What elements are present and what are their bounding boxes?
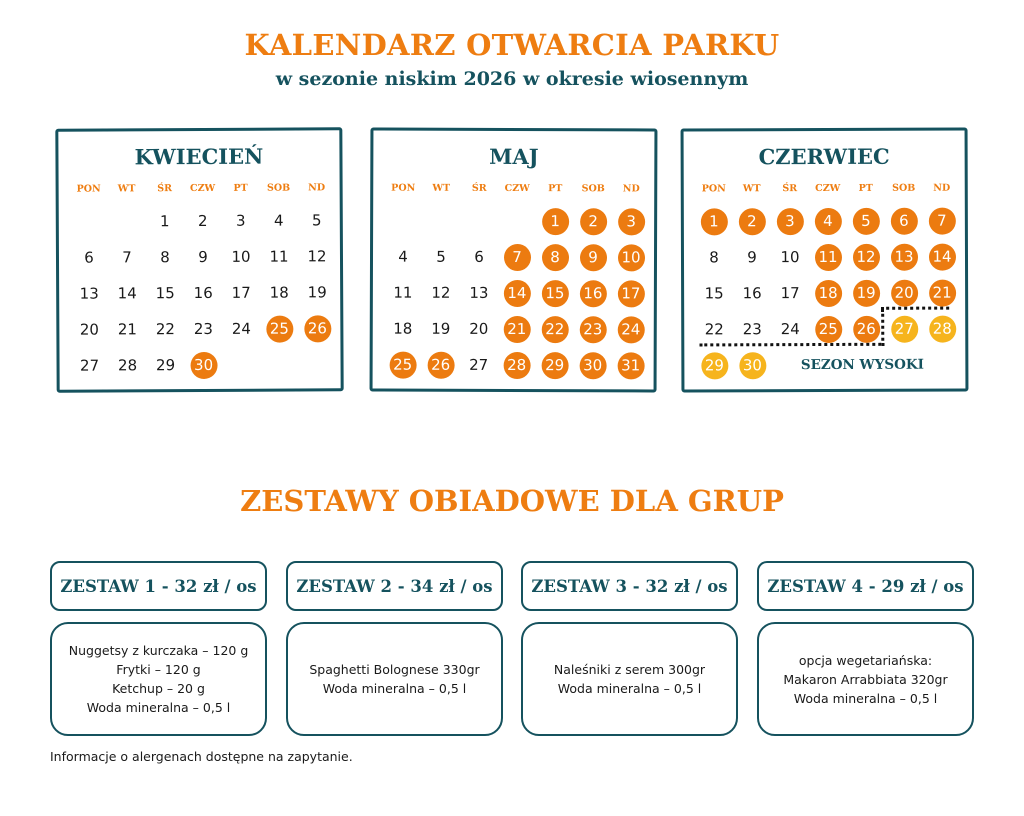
day-number: 15 [155, 284, 175, 303]
day-number: 19 [853, 279, 880, 306]
calendar-day [885, 311, 923, 347]
calendar-day [733, 275, 771, 311]
calendar-day [298, 202, 336, 238]
day-number: 17 [231, 283, 251, 302]
month-name: MAJ [489, 143, 539, 170]
calendar-day [574, 203, 612, 239]
day-number: 3 [776, 208, 803, 235]
set-label: ZESTAW 1 - 32 zł / os [50, 561, 267, 611]
set-item: Woda mineralna – 0,5 l [793, 690, 938, 706]
calendar-day [847, 203, 885, 239]
day-number: 26 [853, 315, 880, 342]
calendar-day [460, 239, 498, 275]
set-label: ZESTAW 4 - 29 zł / os [757, 561, 974, 611]
day-number: 25 [266, 315, 293, 342]
calendar-day [260, 238, 298, 274]
day-number: 17 [780, 284, 800, 303]
calendar-day [923, 203, 961, 239]
day-number: 3 [235, 211, 246, 230]
day-number: 18 [815, 279, 842, 306]
day-number: 9 [747, 248, 757, 267]
day-number: 7 [122, 248, 132, 267]
day-number: 10 [231, 247, 251, 266]
calendar-month-may [370, 127, 658, 392]
day-number: 13 [469, 283, 489, 302]
calendar-day [108, 311, 146, 347]
set-item: Frytki – 120 g [116, 662, 201, 677]
day-number: 1 [700, 208, 727, 235]
day-number: 29 [155, 356, 176, 375]
day-number: 6 [474, 247, 484, 266]
day-number: 19 [307, 283, 327, 302]
day-number: 16 [742, 284, 762, 303]
month-name: KWIECIEŃ [134, 143, 264, 170]
calendar-day [695, 239, 733, 275]
day-number: 8 [160, 248, 170, 267]
calendar-day [498, 275, 536, 311]
weekday-label: PT [548, 183, 563, 195]
calendar-day [574, 275, 612, 311]
day-number: 17 [617, 280, 644, 307]
set-label: ZESTAW 3 - 32 zł / os [521, 561, 738, 611]
weekday-label: SOB [892, 182, 916, 194]
day-number: 5 [436, 247, 446, 266]
calendar-month-april [55, 127, 343, 392]
day-number: 4 [398, 247, 408, 266]
calendar-day [771, 275, 809, 311]
set-item: Makaron Arrabbiata 320gr [783, 671, 948, 687]
calendar-day [108, 275, 146, 311]
day-number: 3 [618, 208, 645, 235]
calendar-day [574, 239, 612, 275]
day-number: 24 [231, 319, 251, 338]
calendar-day [923, 311, 961, 347]
day-number: 12 [307, 247, 327, 266]
day-number: 9 [579, 244, 606, 271]
calendar-day [146, 239, 184, 275]
set-item: Ketchup – 20 g [112, 681, 205, 696]
calendar-day [108, 239, 146, 275]
calendar-day [612, 311, 650, 347]
weekday-label: CZW [190, 182, 216, 195]
calendar-day [298, 238, 336, 274]
calendar-day [847, 275, 885, 311]
day-number: 11 [269, 247, 289, 266]
calendar-day [184, 347, 222, 383]
day-number: 5 [311, 211, 322, 230]
day-number: 12 [852, 243, 879, 270]
calendar-day [809, 275, 847, 311]
calendar-day [222, 275, 260, 311]
day-number: 20 [79, 320, 99, 339]
day-number: 21 [503, 315, 530, 342]
weekday-label: CZW [815, 182, 841, 195]
calendar-day [422, 239, 460, 275]
calendar-day [384, 347, 422, 383]
day-number: 8 [541, 244, 568, 271]
calendar-day [260, 202, 298, 238]
calendar-day [809, 239, 847, 275]
set-items [521, 622, 738, 736]
weekday-label: ND [622, 183, 640, 195]
weekday-label: SOB [581, 183, 605, 195]
calendar-day [923, 275, 961, 311]
calendar-day [498, 347, 536, 383]
day-number: 11 [814, 243, 841, 270]
calendar-day [771, 203, 809, 239]
high-season-divider-vertical [881, 309, 884, 346]
day-number: 16 [193, 283, 213, 303]
weekday-label: ND [933, 182, 951, 194]
day-number: 13 [890, 243, 917, 270]
day-number: 30 [739, 352, 766, 379]
weekday-label: ŚR [782, 183, 798, 195]
calendar-day [612, 347, 650, 383]
day-number: 28 [503, 351, 530, 378]
calendar-day [384, 311, 422, 347]
day-number: 28 [929, 315, 956, 342]
day-number: 2 [580, 208, 607, 235]
day-number: 25 [389, 351, 416, 378]
set-items [757, 622, 974, 736]
calendar-day [612, 203, 650, 239]
weekday-label: PT [858, 182, 873, 194]
day-number: 10 [780, 248, 800, 267]
set-item: Naleśniki z serem 300gr [553, 662, 706, 677]
day-number: 16 [579, 280, 606, 307]
weekday-label: PON [701, 183, 726, 195]
day-number: 30 [579, 352, 606, 379]
high-season-label: SEZON WYSOKI [800, 356, 924, 374]
day-number: 26 [304, 315, 331, 342]
day-number: 27 [79, 356, 100, 375]
weekday-label: WT [117, 183, 136, 195]
high-season-divider-bottom [699, 343, 881, 347]
calendar-day [733, 203, 771, 239]
set-item: Woda mineralna – 0,5 l [322, 681, 467, 696]
calendar-day [70, 311, 108, 347]
day-number: 5 [852, 207, 879, 234]
day-number: 15 [704, 284, 724, 303]
day-number: 22 [541, 316, 568, 343]
day-number: 18 [393, 319, 413, 338]
calendar-day [574, 347, 612, 383]
set-item: Woda mineralna – 0,5 l [86, 700, 231, 715]
calendar-day [184, 275, 222, 311]
calendar-day [612, 275, 650, 311]
set-items [50, 622, 267, 736]
menu-heading: ZESTAWY OBIADOWE DLA GRUP [240, 484, 784, 518]
calendar-day [70, 347, 108, 383]
day-number: 23 [193, 319, 213, 339]
day-number: 1 [159, 212, 170, 231]
day-number: 8 [709, 248, 719, 267]
day-number: 19 [431, 319, 451, 338]
day-number: 6 [84, 248, 94, 267]
calendar-day [146, 275, 184, 311]
day-number: 27 [469, 355, 489, 374]
calendar-day [384, 275, 422, 311]
month-name: CZERWIEC [758, 143, 890, 170]
calendar-day [70, 275, 108, 311]
day-number: 12 [431, 283, 451, 302]
day-number: 10 [617, 244, 644, 271]
calendar-day [695, 203, 733, 239]
calendar-day [885, 239, 923, 275]
day-number: 2 [738, 208, 765, 235]
calendar-day [695, 275, 733, 311]
day-number: 14 [928, 243, 955, 270]
calendar-day [885, 275, 923, 311]
calendar-day [498, 239, 536, 275]
day-number: 15 [541, 280, 568, 307]
calendar-day [885, 203, 923, 239]
day-number: 23 [579, 316, 606, 343]
calendar-day [422, 347, 460, 383]
day-number: 24 [780, 320, 800, 339]
calendar-day [536, 275, 574, 311]
day-number: 1 [542, 208, 569, 235]
calendar-day [536, 239, 574, 275]
set-label: ZESTAW 2 - 34 zł / os [286, 561, 503, 611]
day-number: 7 [928, 207, 955, 234]
weekday-label: ŚR [471, 182, 487, 194]
calendar-day [222, 239, 260, 275]
calendar-day [184, 311, 222, 347]
day-number: 29 [701, 352, 728, 379]
weekday-label: ŚR [157, 183, 173, 195]
day-number: 4 [273, 211, 284, 230]
calendar-day [222, 311, 260, 347]
calendar-day [422, 311, 460, 347]
day-number: 9 [198, 247, 208, 267]
calendar-day [146, 203, 184, 239]
weekday-label: SOB [267, 182, 291, 194]
calendar-day [184, 203, 222, 239]
calendar-day [733, 239, 771, 275]
calendar-day [108, 347, 146, 383]
calendar-day [771, 311, 809, 347]
calendar-day [222, 203, 260, 239]
calendar-month-june [681, 127, 969, 392]
day-number: 20 [469, 319, 489, 338]
page-subtitle: w sezonie niskim 2026 w okresie wiosennym [275, 68, 749, 90]
day-number: 20 [891, 279, 918, 306]
day-number: 23 [742, 320, 762, 339]
calendar-day [695, 311, 733, 347]
calendar-day [460, 275, 498, 311]
calendar-day [847, 311, 885, 347]
day-number: 18 [269, 283, 289, 302]
calendar-day [771, 239, 809, 275]
day-number: 21 [117, 320, 137, 339]
page-title: KALENDARZ OTWARCIA PARKU [244, 28, 780, 62]
allergen-note: Informacje o alergenach dostępne na zapytanie. [50, 749, 353, 764]
calendar-day [809, 311, 847, 347]
calendar-day [612, 239, 650, 275]
calendar-day [536, 311, 574, 347]
set-item: Spaghetti Bolognese 330gr [309, 662, 480, 677]
calendar-day [260, 310, 298, 346]
day-number: 22 [704, 320, 724, 339]
day-number: 31 [617, 352, 644, 379]
calendar-day [733, 347, 771, 383]
day-number: 2 [197, 211, 208, 231]
day-number: 22 [155, 320, 175, 339]
calendar-day [422, 275, 460, 311]
day-number: 6 [890, 207, 917, 234]
calendar-day [498, 311, 536, 347]
weekday-label: WT [432, 182, 451, 194]
calendar-day [260, 274, 298, 310]
calendar-day [536, 347, 574, 383]
calendar-day [536, 203, 574, 239]
day-number: 14 [117, 284, 137, 303]
weekday-label: PON [391, 182, 416, 194]
high-season-divider-top [881, 307, 949, 310]
calendar-day [384, 239, 422, 275]
weekday-label: PT [233, 182, 248, 194]
day-number: 27 [891, 315, 918, 342]
day-number: 25 [815, 315, 842, 342]
day-number: 13 [79, 284, 99, 303]
set-item: Nuggetsy z kurczaka – 120 g [68, 643, 249, 658]
day-number: 11 [393, 283, 413, 302]
day-number: 14 [503, 279, 530, 306]
day-number: 26 [427, 351, 454, 378]
calendar-day [184, 239, 222, 275]
day-number: 29 [541, 352, 568, 379]
set-items [286, 622, 503, 736]
set-item: Woda mineralna – 0,5 l [557, 681, 702, 696]
set-item: opcja wegetariańska: [798, 652, 933, 668]
day-number: 21 [929, 279, 956, 306]
calendar-day [695, 347, 733, 383]
weekday-label: ND [308, 182, 326, 194]
calendar-day [460, 311, 498, 347]
day-number: 7 [503, 243, 530, 270]
calendar-day [574, 311, 612, 347]
day-number: 4 [814, 207, 841, 234]
calendar-day [146, 347, 184, 383]
calendar-day [733, 311, 771, 347]
calendar-day [460, 347, 498, 383]
day-number: 24 [617, 316, 644, 343]
day-number: 28 [117, 356, 138, 375]
calendar-day [847, 239, 885, 275]
weekday-label: WT [742, 183, 761, 195]
calendar-day [809, 203, 847, 239]
calendar-day [298, 310, 336, 346]
weekday-label: CZW [504, 182, 530, 195]
calendar-day [146, 311, 184, 347]
calendar-day [70, 239, 108, 275]
calendar-day [298, 274, 336, 310]
weekday-label: PON [76, 183, 101, 195]
day-number: 30 [190, 351, 217, 378]
calendar-day [923, 239, 961, 275]
